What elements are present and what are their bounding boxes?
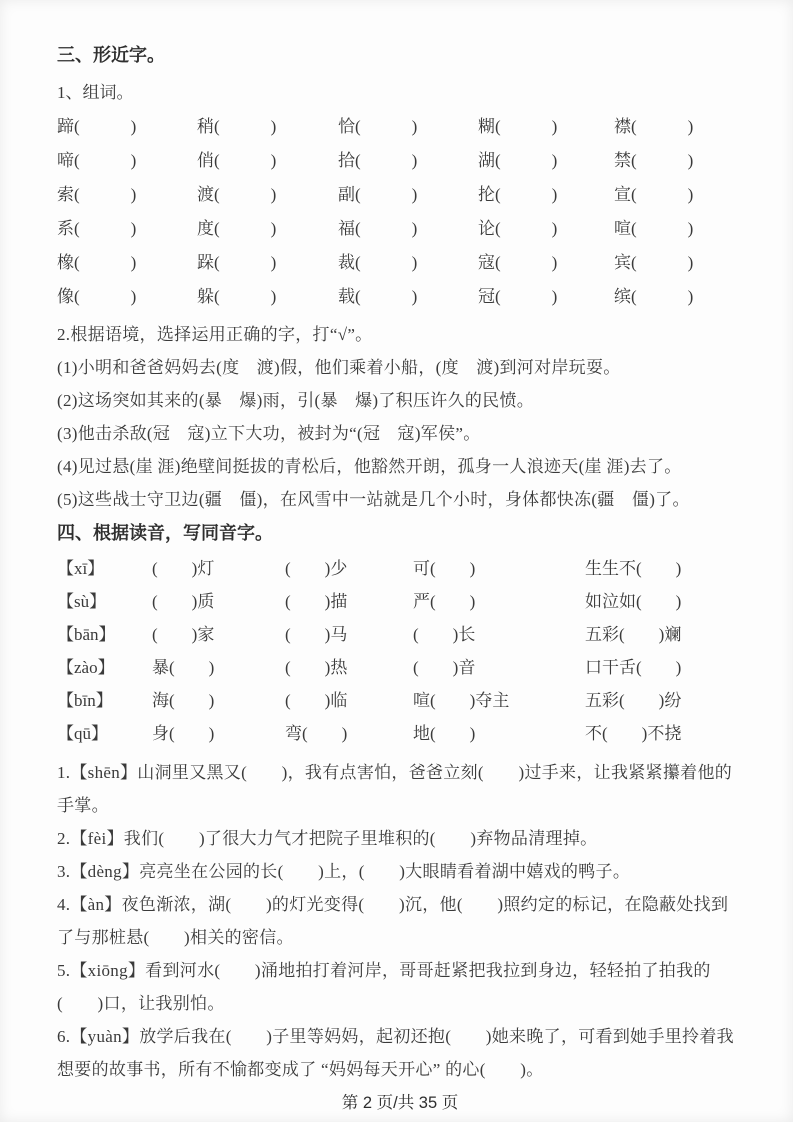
homophone-item: 喧( )夺主 [413, 691, 510, 710]
homophone-item: 海( ) [152, 691, 215, 710]
word-cell: 副( ) [338, 185, 418, 204]
choice-item: (1)小明和爸爸妈妈去(度 渡)假，他们乘着小船，(度 渡)到河对岸玩耍。 [57, 358, 621, 377]
homophone-item: 如泣如( ) [585, 592, 682, 611]
choice-item: (4)见过悬(崖 涯)绝壁间挺拔的青松后，他豁然开朗，孤身一人浪迹天(崖 涯)去了。 [57, 457, 682, 476]
choice-item: (2)这场突如其来的(暴 爆)雨，引(暴 爆)了积压许久的民愤。 [57, 391, 535, 410]
word-grid-row [57, 246, 743, 280]
word-cell: 系( ) [57, 219, 137, 238]
word-grid-row [57, 280, 743, 314]
homophone-row [57, 684, 743, 717]
word-cell: 俏( ) [197, 151, 277, 170]
homophone-row [57, 717, 743, 750]
word-cell: 宣( ) [614, 185, 694, 204]
homophone-row [57, 618, 743, 651]
word-grid-row [57, 212, 743, 246]
word-grid-row [57, 178, 743, 212]
pinyin-label: 【xī】 [57, 559, 105, 578]
homophone-item: 严( ) [413, 592, 476, 611]
homophone-item: 可( ) [413, 559, 476, 578]
homophone-item: 身( ) [152, 724, 215, 743]
word-cell: 禁( ) [614, 151, 694, 170]
homophone-item: ( )家 [152, 625, 215, 644]
homophone-item: 地( ) [413, 724, 476, 743]
word-cell: 度( ) [197, 219, 277, 238]
homophone-item: 五彩( )斓 [585, 625, 682, 644]
choice-item: (5)这些战士守卫边(疆 僵)，在风雪中一站就是几个小时，身体都快冻(疆 僵)了。 [57, 490, 690, 509]
word-cell: 拾( ) [338, 151, 418, 170]
homophone-item: 五彩( )纷 [585, 691, 682, 710]
homophone-item: ( )热 [285, 658, 348, 677]
homophone-grid [57, 552, 743, 750]
word-cell: 襟( ) [614, 117, 694, 136]
word-cell: 恰( ) [338, 117, 418, 136]
word-cell: 稍( ) [197, 117, 277, 136]
sentence-item: 4.【àn】夜色渐浓，湖( )的灯光变得( )沉，他( )照约定的标记，在隐蔽处找到了与那桩悬( )相关的密信。 [57, 895, 729, 947]
homophone-item: 生生不( ) [585, 559, 682, 578]
word-cell: 寇( ) [478, 253, 558, 272]
sub-question-1-title: 1、组词。 [57, 83, 134, 102]
homophone-item: 不( )不挠 [585, 724, 682, 743]
word-cell: 蹄( ) [57, 117, 137, 136]
word-cell: 喧( ) [614, 219, 694, 238]
word-cell: 抡( ) [478, 185, 558, 204]
homophone-item: ( )质 [152, 592, 215, 611]
sentence-item: 6.【yuàn】放学后我在( )子里等妈妈，起初还抱( )她来晚了，可看到她手里拎着我想要的故事书，所有不愉都变成了 “妈妈每天开心” 的心( )。 [57, 1027, 734, 1079]
section-three-title: 三、形近字。 [57, 45, 165, 65]
sentence-item: 3.【dèng】亮亮坐在公园的长( )上，( )大眼睛看着湖中嬉戏的鸭子。 [57, 862, 631, 881]
homophone-row [57, 552, 743, 585]
pinyin-label: 【qū】 [57, 724, 108, 743]
sub-question-2-title: 2.根据语境，选择运用正确的字，打“√”。 [57, 325, 373, 344]
homophone-item: 口干舌( ) [585, 658, 682, 677]
homophone-item: ( )马 [285, 625, 348, 644]
sentence-item: 2.【fèi】我们( )了很大力气才把院子里堆积的( )弃物品清理掉。 [57, 829, 598, 848]
pinyin-label: 【sù】 [57, 592, 107, 611]
homophone-item: ( )音 [413, 658, 476, 677]
sentence-item: 5.【xiōng】看到河水( )涌地拍打着河岸，哥哥赶紧把我拉到身边，轻轻拍了拍我的( )口，让我别怕。 [57, 961, 711, 1013]
homophone-item: 弯( ) [285, 724, 348, 743]
word-cell: 冠( ) [478, 287, 558, 306]
homophone-item: ( )描 [285, 592, 348, 611]
word-cell: 跺( ) [197, 253, 277, 272]
word-cell: 湖( ) [478, 151, 558, 170]
word-cell: 啼( ) [57, 151, 137, 170]
word-cell: 糊( ) [478, 117, 558, 136]
homophone-sentences-block [57, 756, 743, 1086]
homophone-item: ( )长 [413, 625, 476, 644]
word-cell: 像( ) [57, 287, 137, 306]
homophone-item: ( )灯 [152, 559, 215, 578]
homophone-row [57, 585, 743, 618]
word-cell: 缤( ) [614, 287, 694, 306]
word-cell: 裁( ) [338, 253, 418, 272]
word-formation-grid [57, 110, 743, 314]
word-cell: 渡( ) [197, 185, 277, 204]
pinyin-label: 【bīn】 [57, 691, 113, 710]
choose-correct-character-block [57, 318, 743, 516]
word-grid-row [57, 110, 743, 144]
word-cell: 橡( ) [57, 253, 137, 272]
word-cell: 论( ) [478, 219, 558, 238]
word-cell: 宾( ) [614, 253, 694, 272]
pinyin-label: 【bān】 [57, 625, 116, 644]
choice-item: (3)他击杀敌(冠 寇)立下大功，被封为“(冠 寇)军侯”。 [57, 424, 481, 443]
section-four-title: 四、根据读音，写同音字。 [57, 523, 273, 543]
word-grid-row [57, 144, 743, 178]
word-cell: 索( ) [57, 185, 137, 204]
word-cell: 躲( ) [197, 287, 277, 306]
homophone-row [57, 651, 743, 684]
homophone-item: 暴( ) [152, 658, 215, 677]
pinyin-label: 【zào】 [57, 658, 115, 677]
word-cell: 载( ) [338, 287, 418, 306]
sentence-item: 1.【shēn】山洞里又黑又( )，我有点害怕，爸爸立刻( )过手来，让我紧紧攥着他的手掌。 [57, 763, 733, 815]
page-footer: 第 2 页/共 35 页 [341, 1094, 459, 1112]
homophone-item: ( )少 [285, 559, 348, 578]
homophone-item: ( )临 [285, 691, 348, 710]
word-cell: 福( ) [338, 219, 418, 238]
